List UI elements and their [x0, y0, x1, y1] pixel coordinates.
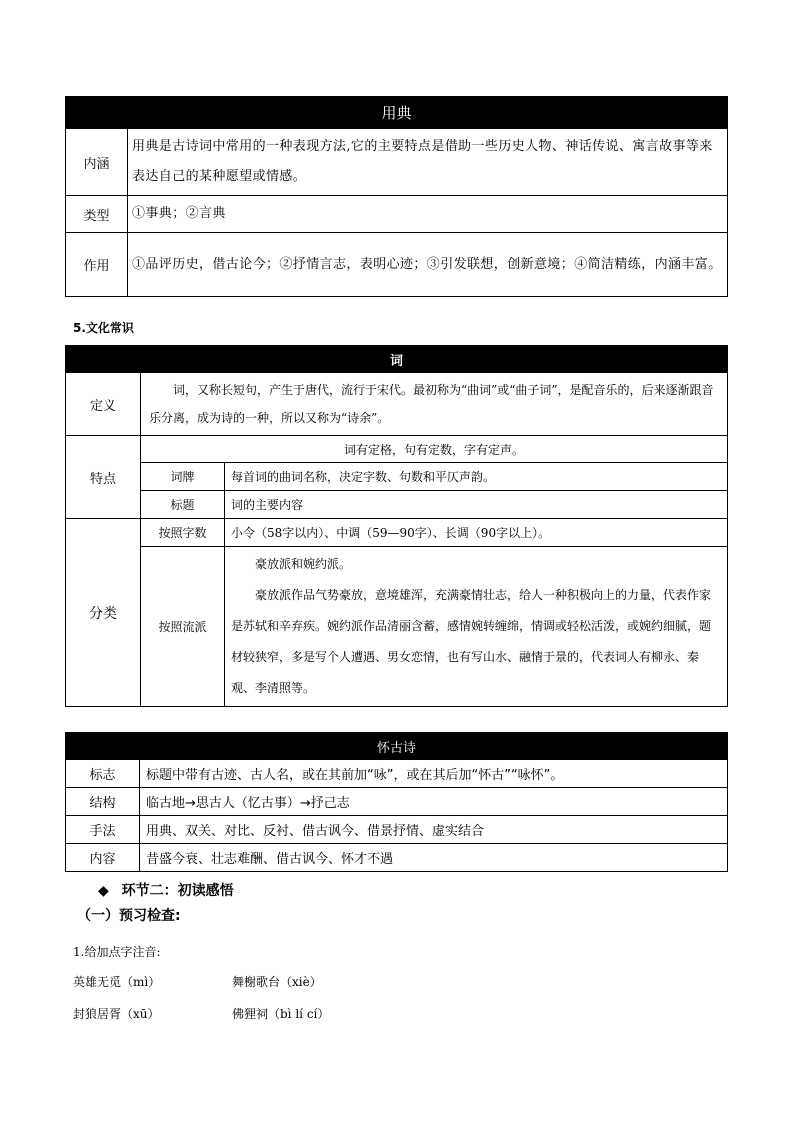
feature-content: 词的主要内容: [225, 491, 728, 519]
by-school-content: [225, 547, 728, 707]
row-content: 用典是古诗词中常用的一种表现方法,它的主要特点是借助一些历史人物、神话传说、寓言故事等来表达自己的某种愿望或情感。: [128, 129, 728, 196]
ci-title: 词: [66, 346, 728, 373]
row-label: 作用: [66, 233, 128, 297]
question-1: 1.给加点字注音:: [73, 945, 161, 959]
row-content: 临古地→思古人（忆古事）→抒己志: [140, 788, 728, 816]
by-school-line: 豪放派和婉约派。: [255, 557, 352, 571]
pinyin-item: 封狼居胥（xū）: [73, 1007, 160, 1021]
ci-table: [65, 345, 728, 707]
row-label: 标志: [66, 760, 140, 788]
by-length-content: 小令（58字以内）、中调（59—90字）、长调（90字以上）。: [225, 519, 728, 547]
row-content: ①事典；②言典: [128, 196, 728, 233]
by-school-label: 按照流派: [141, 547, 225, 707]
features-summary: 词有定格，句有定数，字有定声。: [141, 436, 728, 463]
feature-sub-label: 词牌: [141, 463, 225, 491]
huaigu-table: [65, 732, 728, 872]
row-label: 内容: [66, 844, 140, 872]
category-label: 分类: [66, 519, 141, 707]
feature-content: 每首词的曲词名称，决定字数、句数和平仄声韵。: [225, 463, 728, 491]
by-length-label: 按照字数: [141, 519, 225, 547]
row-label: 结构: [66, 788, 140, 816]
pinyin-item: 英雄无觅（mì）: [73, 975, 161, 989]
preview-check-heading: （一）预习检查:: [77, 908, 181, 924]
by-school-line: 豪放派作品气势豪放，意境雄浑，充满豪情壮志，给人一种积极向上的力量，代表作家是苏轼和辛弃疾。婉约派作品清丽含蓄，感情婉转缠绵，情调或轻松活泼，或婉约细腻，题材较狭窄，多是写个人遭遇、男女恋情，也有写山水、融情于景的，代表词人有柳永、秦观、李清照等。: [231, 588, 712, 695]
section2-heading-row: [98, 880, 234, 900]
definition-content: 词，又称长短句，产生于唐代，流行于宋代。最初称为“曲词”或“曲子词”，是配音乐的，后来逐渐跟音乐分离，成为诗的一种，所以又称为“诗余”。: [141, 373, 728, 436]
row-label: 类型: [66, 196, 128, 233]
yongdian-title: 用典: [66, 97, 728, 129]
features-label: 特点: [66, 436, 141, 519]
yongdian-table: [65, 96, 728, 297]
definition-label: 定义: [66, 373, 141, 436]
row-content: 标题中带有古迹、古人名，或在其前加“咏”，或在其后加“怀古”“咏怀”。: [140, 760, 728, 788]
pinyin-item: 舞榭歌台（xiè）: [232, 975, 322, 989]
row-content: ①品评历史，借古论今；②抒情言志，表明心迹；③引发联想，创新意境；④简洁精练，内涵丰富。: [128, 233, 728, 297]
diamond-bullet-icon: ◆: [98, 883, 109, 899]
pinyin-item: 佛狸祠（bì lí cí）: [232, 1007, 330, 1021]
row-content: 用典、双关、对比、反衬、借古讽今、借景抒情、虚实结合: [140, 816, 728, 844]
row-content: 昔盛今衰、壮志难酬、借古讽今、怀才不遇: [140, 844, 728, 872]
section2-heading: 环节二：初读感悟: [121, 883, 234, 899]
section5-heading: 5.文化常识: [73, 321, 134, 335]
row-label: 内涵: [66, 129, 128, 196]
feature-sub-label: 标题: [141, 491, 225, 519]
row-label: 手法: [66, 816, 140, 844]
huaigu-title: 怀古诗: [66, 733, 728, 760]
